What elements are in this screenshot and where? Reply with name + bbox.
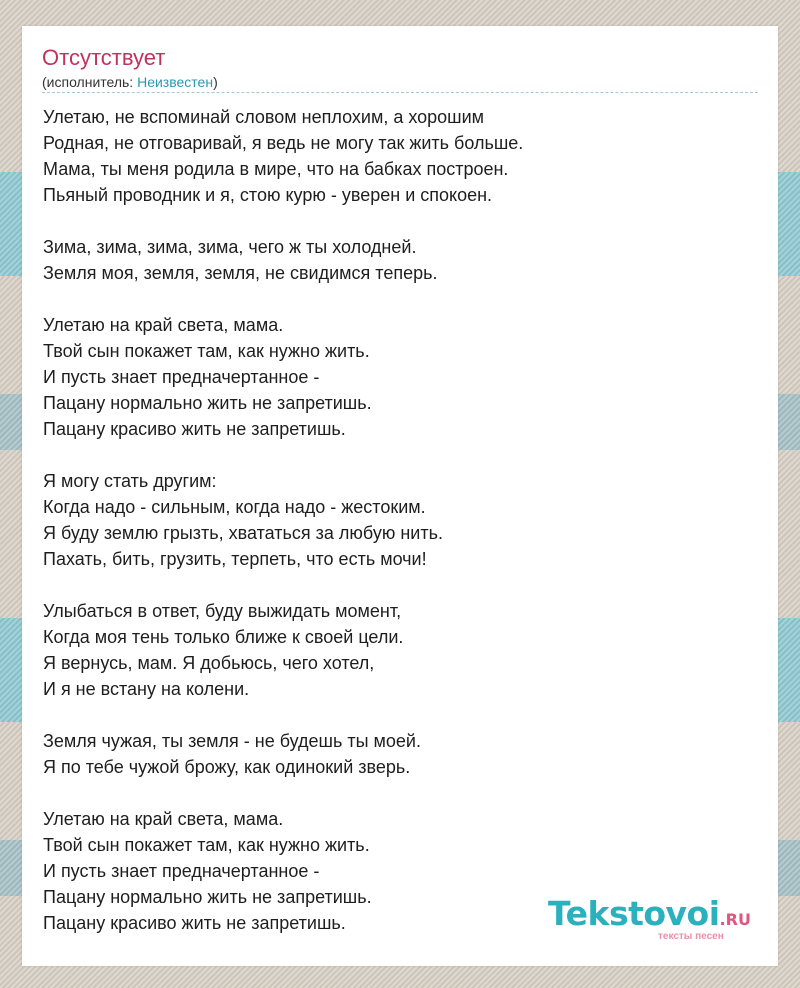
stanza [43, 468, 759, 572]
lyric-line: Пьяный проводник и я, стою курю - уверен и спокоен. [43, 185, 493, 205]
lyric-line: И пусть знает предначертанное - [43, 861, 320, 881]
lyrics-body [43, 104, 759, 962]
lyric-line: Я по тебе чужой брожу, как одинокий зверь. [43, 757, 411, 777]
lyric-line: Я вернусь, мам. Я добьюсь, чего хотел, [43, 653, 375, 673]
stanza [43, 728, 759, 780]
stanza [43, 312, 759, 442]
logo-name: Tekstovoi [548, 894, 720, 933]
lyric-line: Родная, не отговаривай, я ведь не могу так жить больше. [43, 133, 524, 153]
lyric-line: Зима, зима, зима, зима, чего ж ты холодней. [43, 237, 417, 257]
lyric-line: Мама, ты меня родила в мире, что на бабках построен. [43, 159, 509, 179]
lyric-line: Я могу стать другим: [43, 471, 217, 491]
artist-prefix: (исполнитель: [42, 74, 138, 90]
artist-line [42, 73, 218, 91]
lyric-line: Твой сын покажет там, как нужно жить. [43, 835, 370, 855]
logo-tagline: тексты песен [658, 931, 724, 942]
lyric-line: Я буду землю грызть, хвататься за любую нить. [43, 523, 443, 543]
lyric-line: Улетаю на край света, мама. [43, 809, 284, 829]
lyric-line: Когда надо - сильным, когда надо - жестоким. [43, 497, 426, 517]
lyric-line: Пацану нормально жить не запретишь. [43, 887, 372, 907]
lyric-line: Улетаю на край света, мама. [43, 315, 284, 335]
lyric-line: Земля моя, земля, земля, не свидимся теперь. [43, 263, 438, 283]
divider [42, 92, 758, 93]
lyrics-card [22, 26, 778, 966]
artist-suffix: ) [213, 74, 218, 90]
lyric-line: Пацану нормально жить не запретишь. [43, 393, 372, 413]
stanza [43, 234, 759, 286]
lyric-line: Пахать, бить, грузить, терпеть, что есть мочи! [43, 549, 427, 569]
stanza [43, 598, 759, 702]
lyric-line: Когда моя тень только ближе к своей цели. [43, 627, 404, 647]
lyric-line: Улетаю, не вспоминай словом неплохим, а хорошим [43, 107, 485, 127]
lyric-line: Твой сын покажет там, как нужно жить. [43, 341, 370, 361]
lyric-line: Земля чужая, ты земля - не будешь ты моей. [43, 731, 421, 751]
lyric-line: И я не встану на колени. [43, 679, 250, 699]
artist-link[interactable]: Неизвестен [137, 74, 214, 90]
site-logo[interactable] [548, 894, 768, 942]
lyric-line: И пусть знает предначертанное - [43, 367, 320, 387]
song-title: Отсутствует [42, 45, 166, 70]
logo-tld: .RU [719, 910, 751, 929]
lyric-line: Пацану красиво жить не запретишь. [43, 419, 346, 439]
lyric-line: Пацану красиво жить не запретишь. [43, 913, 346, 933]
lyric-line: Улыбаться в ответ, буду выжидать момент, [43, 601, 402, 621]
stanza [43, 104, 759, 208]
